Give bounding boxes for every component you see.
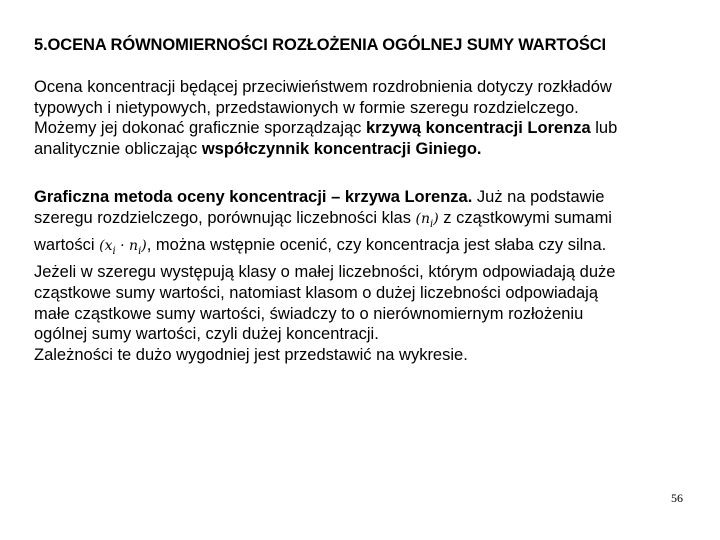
math-partial-sum xyxy=(99,237,147,257)
text: typowych i nietypowych, przedstawionych w formie szeregu rozdzielczego. xyxy=(34,98,579,117)
graphical-method-paragraph xyxy=(34,187,694,365)
text-line xyxy=(34,187,694,208)
math-var: n xyxy=(421,210,431,227)
text-line xyxy=(34,98,694,119)
intro-paragraph xyxy=(34,77,694,159)
text: wartości xyxy=(34,235,100,254)
lorenz-curve-term: krzywą koncentracji Lorenza xyxy=(366,119,591,138)
text: Możemy jej dokonać graficznie sporządzając xyxy=(34,119,366,138)
text-line xyxy=(34,324,694,345)
text-line xyxy=(34,139,694,160)
text: Ocena koncentracji będącej przeciwieństwem rozdrobnienia dotyczy rozkładów xyxy=(34,78,612,96)
math-subscript: i xyxy=(138,245,142,257)
math-dot: · xyxy=(115,237,130,254)
page-number: 56 xyxy=(671,491,683,505)
text-line xyxy=(34,262,694,283)
text: lub xyxy=(590,119,618,138)
math-var: x xyxy=(104,237,113,254)
math-var: n xyxy=(129,237,139,254)
text-line xyxy=(34,304,694,325)
math-paren: ( xyxy=(99,237,105,254)
text: Jeżeli w szeregu występują klasy o małej liczebności, którym odpowiadają duże xyxy=(34,263,616,282)
text-line xyxy=(34,118,694,139)
math-paren: ) xyxy=(433,210,439,227)
text: cząstkowe sumy wartości, natomiast klasom o dużej liczebności odpowiadają xyxy=(34,283,599,302)
text-line xyxy=(34,283,694,304)
text: Już na podstawie xyxy=(472,188,605,206)
text: z cząstkowymi sumami xyxy=(438,208,612,227)
slide-title: 5.OCENA RÓWNOMIERNOŚCI ROZŁOŻENIA OGÓLNEJ SUMY WARTOŚCI xyxy=(34,36,607,54)
text: Zależności te dużo wygodniej jest przedstawić na wykresie. xyxy=(34,345,468,364)
text-line xyxy=(34,208,694,235)
text: szeregu rozdzielczego, porównując liczebności klas xyxy=(34,208,416,227)
section-heading: Graficzna metoda oceny koncentracji – krzywa Lorenza. xyxy=(34,188,473,206)
text-line xyxy=(34,345,694,366)
text: analitycznie obliczając xyxy=(34,139,202,158)
text: ogólnej sumy wartości, czyli dużej koncentracji. xyxy=(34,325,379,344)
math-subscript: i xyxy=(112,245,116,257)
text-line xyxy=(34,77,694,98)
text-line xyxy=(34,235,694,262)
gini-coefficient-term: współczynnik koncentracji Giniego. xyxy=(201,139,482,158)
math-subscript: i xyxy=(430,218,434,230)
math-class-count xyxy=(415,210,439,230)
math-paren: ) xyxy=(141,237,147,254)
math-paren: ( xyxy=(415,210,421,227)
text: , można wstępnie ocenić, czy koncentracja jest słaba czy silna. xyxy=(146,235,607,254)
text: małe cząstkowe sumy wartości, świadczy to o nierównomiernym rozłożeniu xyxy=(34,304,584,323)
